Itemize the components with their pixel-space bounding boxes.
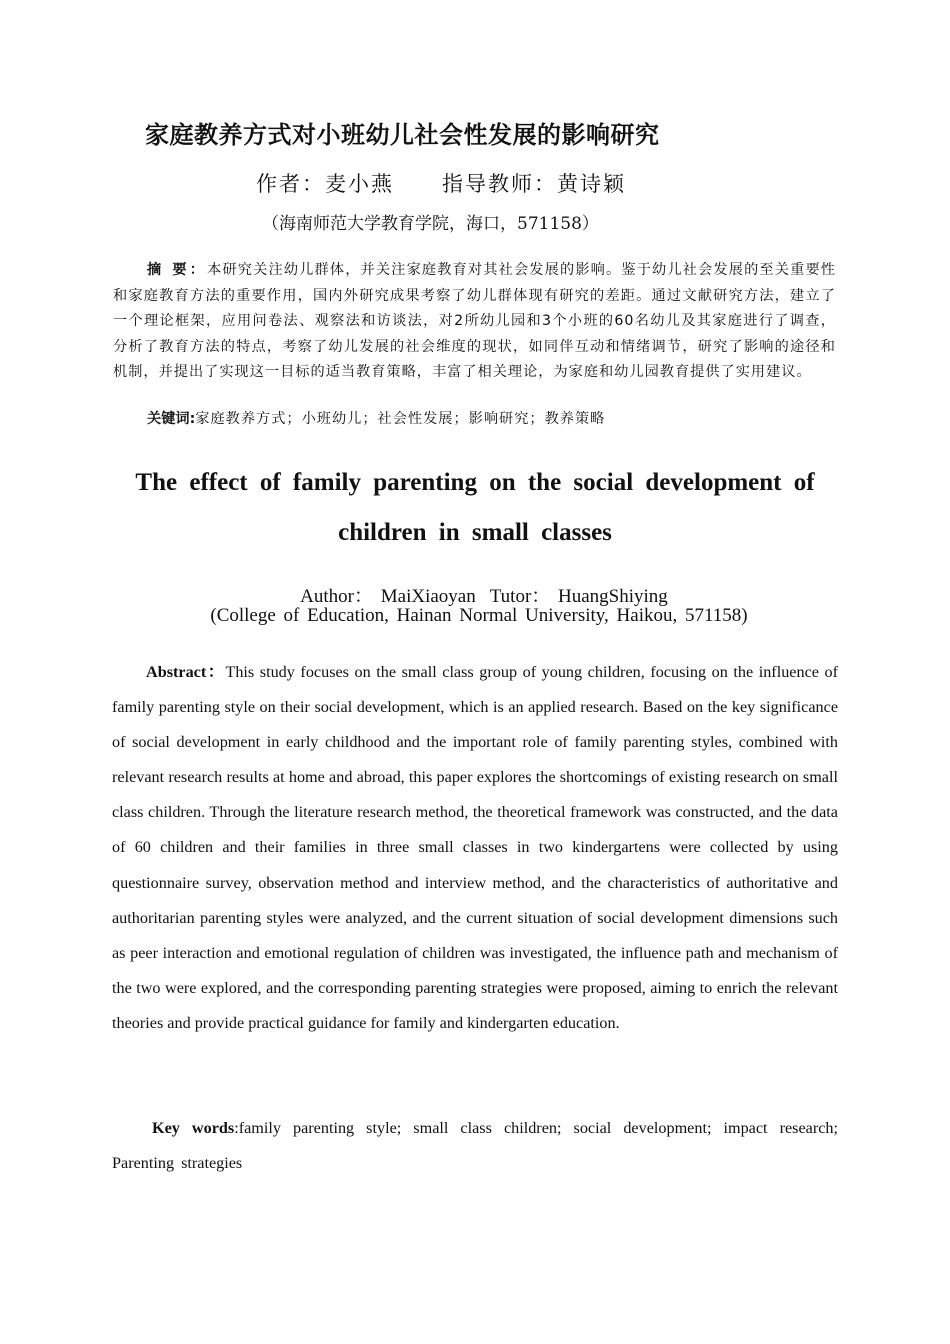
english-keywords-text: :family parenting style; small class children; social development; impact research; Parenting strategies — [112, 1119, 839, 1173]
english-title: The effect of family parenting on the social development of children in small classes — [135, 469, 815, 546]
chinese-tutor: 指导教师：黄诗颖 — [442, 172, 626, 196]
english-abstract-label: Abstract： — [146, 663, 226, 681]
chinese-author-line — [256, 168, 626, 198]
english-keywords-label: Key words — [152, 1119, 235, 1137]
english-abstract-text: This study focuses on the small class group of young children, focusing on the influence of family parenting style on their social development, which is an applied research. Based on the key significance of social development in early childhood and the important role of family parenting styles, combined with relevant research results at home and abroad, this paper explores the shortcomings of existing research on small class children. Through the literature research method, the theoretical framework was constructed, and the data of 60 children and their families in three small classes in two kindergartens were collected by using questionnaire survey, observation method and interview method, and the characteristics of authoritative and authoritarian parenting styles were analyzed, and the current situation of social development dimensions such as peer interaction and emotional regulation of children was investigated, the influence path and mechanism of the two were explored, and the corresponding parenting strategies were proposed, aiming to enrich the relevant theories and provide practical guidance for family and kindergarten education. — [112, 663, 838, 1032]
chinese-abstract-text: 本研究关注幼儿群体，并关注家庭教育对其社会发展的影响。鉴于幼儿社会发展的至关重要性和家庭教育方法的重要作用，国内外研究成果考察了幼儿群体现有研究的差距。通过文献研究方法，建立了一个理论框架，应用问卷法、观察法和访谈法，对2所幼儿园和3个小班的60名幼儿及其家庭进行了调查，分析了教育方法的特点，考察了幼儿发展的社会维度的现状，如同伴互动和情绪调节，研究了影响的途径和机制，并提出了实现这一目标的适当教育策略，丰富了相关理论，为家庭和幼儿园教育提供了实用建议。 — [113, 262, 836, 381]
chinese-abstract — [113, 258, 836, 386]
english-affiliation: (College of Education, Hainan Normal University, Haikou, 571158) — [210, 605, 748, 626]
english-keywords — [112, 1111, 838, 1181]
chinese-affiliation: （海南师范大学教育学院，海口，571158） — [262, 214, 599, 234]
english-abstract — [112, 655, 838, 1041]
english-author: Author： MaiXiaoyan — [300, 586, 476, 607]
chinese-keywords-label: 关键词: — [147, 411, 196, 427]
chinese-title: 家庭教养方式对小班幼儿社会性发展的影响研究 — [145, 121, 660, 149]
chinese-abstract-label: 摘 要： — [147, 262, 208, 278]
english-author-line — [0, 581, 950, 608]
english-tutor: Tutor： HuangShiying — [489, 586, 668, 607]
chinese-author: 作者：麦小燕 — [256, 172, 394, 196]
chinese-keywords — [147, 408, 605, 428]
chinese-keywords-text: 家庭教养方式；小班幼儿；社会性发展；影响研究；教养策略 — [195, 411, 606, 427]
